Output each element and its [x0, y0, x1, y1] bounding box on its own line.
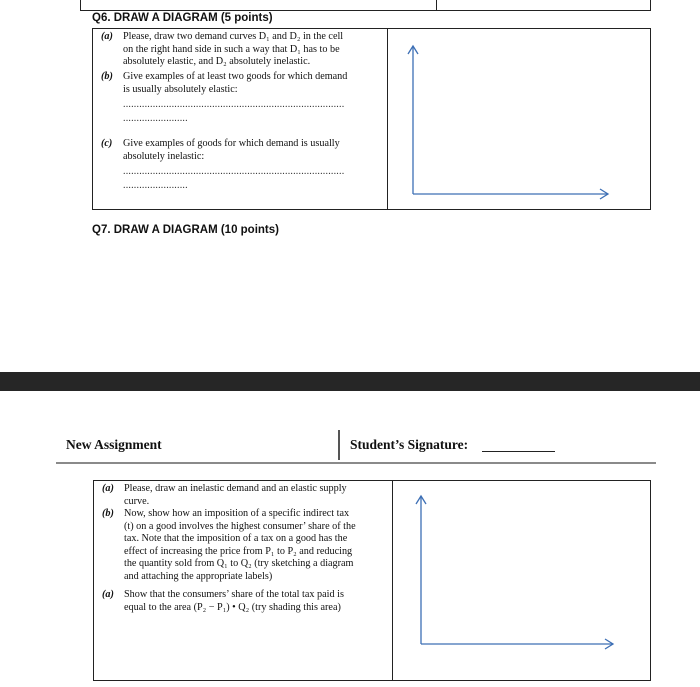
assignment-item-line: equal to the area (P₂ − P₁) • Q₂ (try shading this area): [124, 601, 341, 613]
header-vertical-divider: [338, 430, 340, 460]
q6-title: Q6. DRAW A DIAGRAM (5 points): [92, 12, 273, 24]
assignment-item-label: (a): [102, 589, 114, 600]
q6-top-divider: [436, 0, 437, 11]
assignment-item-line: Show that the consumers’ share of the total tax paid is: [124, 589, 344, 600]
q6-item-line: Please, draw two demand curves D₁ and D₂ in the cell: [123, 31, 344, 42]
assignment-item-line: curve.: [124, 495, 150, 507]
header-rule: [56, 462, 656, 464]
answer-line-c2[interactable]: ........................: [123, 180, 188, 191]
answer-line-b1[interactable]: ..................................................................................: [123, 99, 345, 110]
assignment-header-title: New Assignment: [66, 437, 162, 452]
assignment-item-line: tax. Note that the imposition of a tax on a good has the: [124, 533, 348, 545]
answer-line-b2[interactable]: ........................: [123, 113, 188, 124]
q6-item-label: (c): [101, 138, 113, 149]
assignment-item-line: the quantity sold from Q₁ to Q₂ (try sketching a diagram: [124, 558, 354, 570]
q6-item-line: Give examples of goods for which demand is usually: [123, 138, 340, 149]
signature-label: Student’s Signature:: [350, 437, 469, 452]
q6-item-line: is usually absolutely elastic:: [123, 83, 238, 95]
signature-line[interactable]: [482, 451, 555, 452]
q6-diagram-axes[interactable]: [388, 29, 650, 209]
q6-item-line: Give examples of at least two goods for which demand: [123, 71, 348, 82]
q6-item-line: on the right hand side in such a way that D₁ has to be: [123, 43, 340, 55]
assignment-item-line: (t) on a good involves the highest consumer’ share of the: [124, 520, 356, 532]
q7-title: Q7. DRAW A DIAGRAM (10 points): [92, 224, 279, 236]
q6-item-label: (b): [101, 71, 113, 82]
q6-item-line: absolutely inelastic:: [123, 150, 205, 162]
q6-top-table-fragment: [80, 0, 651, 11]
assignment-item-label: (b): [102, 508, 114, 519]
answer-line-c1[interactable]: ..................................................................................: [123, 166, 345, 177]
assignment-diagram-axes[interactable]: [393, 481, 650, 680]
page-separator-bar: [0, 372, 700, 391]
q6-item-line: absolutely elastic, and D₂ absolutely inelastic.: [123, 56, 311, 68]
q6-item-label: (a): [101, 31, 113, 42]
assignment-item-label: (a): [102, 483, 114, 494]
assignment-item-line: and attaching the appropriate labels): [124, 570, 273, 582]
assignment-item-line: effect of increasing the price from P₁ to P₂ and reducing: [124, 545, 353, 557]
assignment-item-line: Now, show how an imposition of a specific indirect tax: [124, 508, 350, 519]
assignment-item-line: Please, draw an inelastic demand and an elastic supply: [124, 483, 347, 494]
